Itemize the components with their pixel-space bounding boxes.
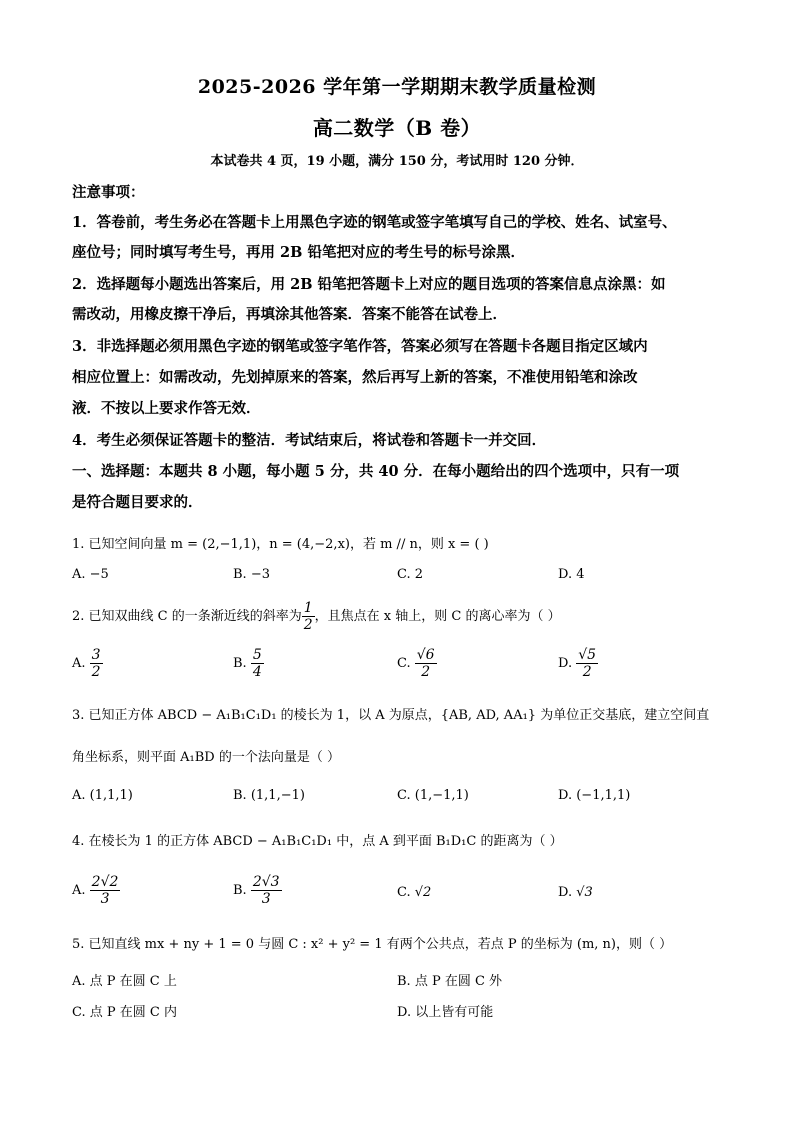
notice-line: 座位号；同时填写考生号，再用 2B 铅笔把对应的考生号的标号涂黑．: [72, 244, 525, 261]
q4-option-b-label: B.: [233, 883, 247, 898]
fraction-denominator: 2: [582, 664, 592, 680]
q3-option-a: A. (1,1,1): [72, 788, 133, 803]
notice-line: 需改动，用橡皮擦干净后，再填涂其他答案．答案不能答在试卷上．: [72, 306, 507, 323]
q2-stem-part-b: ，且焦点在 x 轴上，则 C 的离心率为（ ）: [314, 609, 561, 624]
q1-option-d: D. 4: [558, 567, 585, 582]
q4-option-c-value: √2: [414, 885, 432, 900]
q4-option-a: [72, 874, 120, 907]
fraction-denominator: 2: [91, 664, 101, 680]
q2-slope-den: 2: [303, 617, 313, 633]
fraction-numerator: 5: [252, 647, 262, 663]
q2-option-c-fraction: [415, 647, 437, 680]
fraction-numerator: √6: [416, 647, 435, 663]
q3-option-c: C. (1,−1,1): [397, 788, 469, 803]
exam-title: 2025-2026 学年第一学期期末教学质量检测: [197, 76, 597, 98]
exam-info: 本试卷共 4 页，19 小题，满分 150 分，考试用时 120 分钟．: [210, 154, 584, 169]
fraction-denominator: 3: [100, 891, 110, 907]
q1-option-b: B. −3: [233, 567, 270, 582]
notice-line: 4．考生必须保证答题卡的整洁．考试结束后，将试卷和答题卡一并交回．: [72, 432, 547, 449]
question-1-stem: 1. 已知空间向量 m = (2,−1,1)，n = (4,−2,x)，若 m // n，则 x = ( ): [72, 537, 489, 552]
q2-slope-fraction: [302, 600, 315, 633]
fraction-numerator: 2√2: [91, 874, 119, 890]
q1-option-c: C. 2: [397, 567, 424, 582]
q2-stem-part-a: 2. 已知双曲线 C 的一条渐近线的斜率为: [72, 609, 302, 624]
question-2-stem: [72, 600, 561, 633]
q2-option-d-label: D.: [558, 656, 573, 671]
q4-option-d-label: D.: [558, 885, 573, 900]
q3-option-d: D. (−1,1,1): [558, 788, 631, 803]
q5-option-d: D. 以上皆有可能: [397, 1005, 494, 1020]
exam-subtitle: 高二数学（B 卷）: [312, 116, 482, 140]
q3-option-b: B. (1,1,−1): [233, 788, 305, 803]
q2-option-a-fraction: [90, 647, 103, 680]
question-3-stem-line2: 角坐标系，则平面 A₁BD 的一个法向量是（ ）: [72, 750, 340, 765]
question-3-stem-line1: 3. 已知正方体 ABCD − A₁B₁C₁D₁ 的棱长为 1，以 A 为原点，{AB, AD, AA₁} 为单位正交基底，建立空间直: [72, 708, 710, 723]
question-4-stem: 4. 在棱长为 1 的正方体 ABCD − A₁B₁C₁D₁ 中，点 A 到平面 B₁D₁C 的距离为（ ）: [72, 834, 563, 849]
fraction-denominator: 4: [252, 664, 262, 680]
notice-line: 2．选择题每小题选出答案后，用 2B 铅笔把答题卡上对应的题目选项的答案信息点涂黑：如: [72, 276, 666, 293]
q4-option-d: [558, 884, 593, 902]
notice-line: 1．答卷前，考生务必在答题卡上用黑色字迹的钢笔或签字笔填写自己的学校、姓名、试室号、: [72, 214, 677, 231]
q4-option-b: [233, 874, 282, 907]
section-heading-cont: 是符合题目要求的．: [72, 494, 203, 511]
q4-option-b-fraction: [251, 874, 282, 907]
q2-option-a: [72, 647, 103, 680]
fraction-numerator: 3: [91, 647, 101, 663]
q4-option-a-fraction: [90, 874, 121, 907]
q5-option-a: A. 点 P 在圆 C 上: [72, 974, 177, 989]
q1-option-a: A. −5: [72, 567, 109, 582]
q2-option-c-label: C.: [397, 656, 411, 671]
q2-option-d: [558, 647, 598, 680]
q2-option-c: [397, 647, 437, 680]
question-5-stem: 5. 已知直线 mx + ny + 1 = 0 与圆 C : x² + y² = 1 有两个公共点，若点 P 的坐标为 (m, n)，则（ ）: [72, 937, 673, 952]
q2-slope-num: 1: [303, 600, 313, 616]
notice-line: 3．非选择题必须用黑色字迹的钢笔或签字笔作答，答案必须写在答题卡各题目指定区域内: [72, 338, 648, 355]
fraction-denominator: 2: [421, 664, 431, 680]
q4-option-c-label: C.: [397, 885, 411, 900]
q4-option-a-label: A.: [72, 883, 86, 898]
q2-option-d-fraction: [576, 647, 598, 680]
q2-option-b-label: B.: [233, 656, 247, 671]
notice-line: 相应位置上：如需改动，先划掉原来的答案，然后再写上新的答案，不准使用铅笔和涂改: [72, 369, 638, 386]
section-heading: 一、选择题：本题共 8 小题，每小题 5 分，共 40 分．在每小题给出的四个选项中，只有一项: [72, 463, 680, 480]
q4-option-c: [397, 884, 431, 902]
fraction-numerator: √5: [578, 647, 597, 663]
q5-option-c: C. 点 P 在圆 C 内: [72, 1005, 177, 1020]
q5-option-b: B. 点 P 在圆 C 外: [397, 974, 503, 989]
q4-option-d-value: √3: [576, 885, 593, 900]
q2-option-b: [233, 647, 264, 680]
q2-option-a-label: A.: [72, 656, 86, 671]
q2-option-b-fraction: [251, 647, 264, 680]
notice-line: 液．不按以上要求作答无效．: [72, 400, 261, 417]
fraction-denominator: 3: [261, 891, 271, 907]
notice-heading: 注意事项：: [72, 184, 145, 201]
fraction-numerator: 2√3: [252, 874, 280, 890]
